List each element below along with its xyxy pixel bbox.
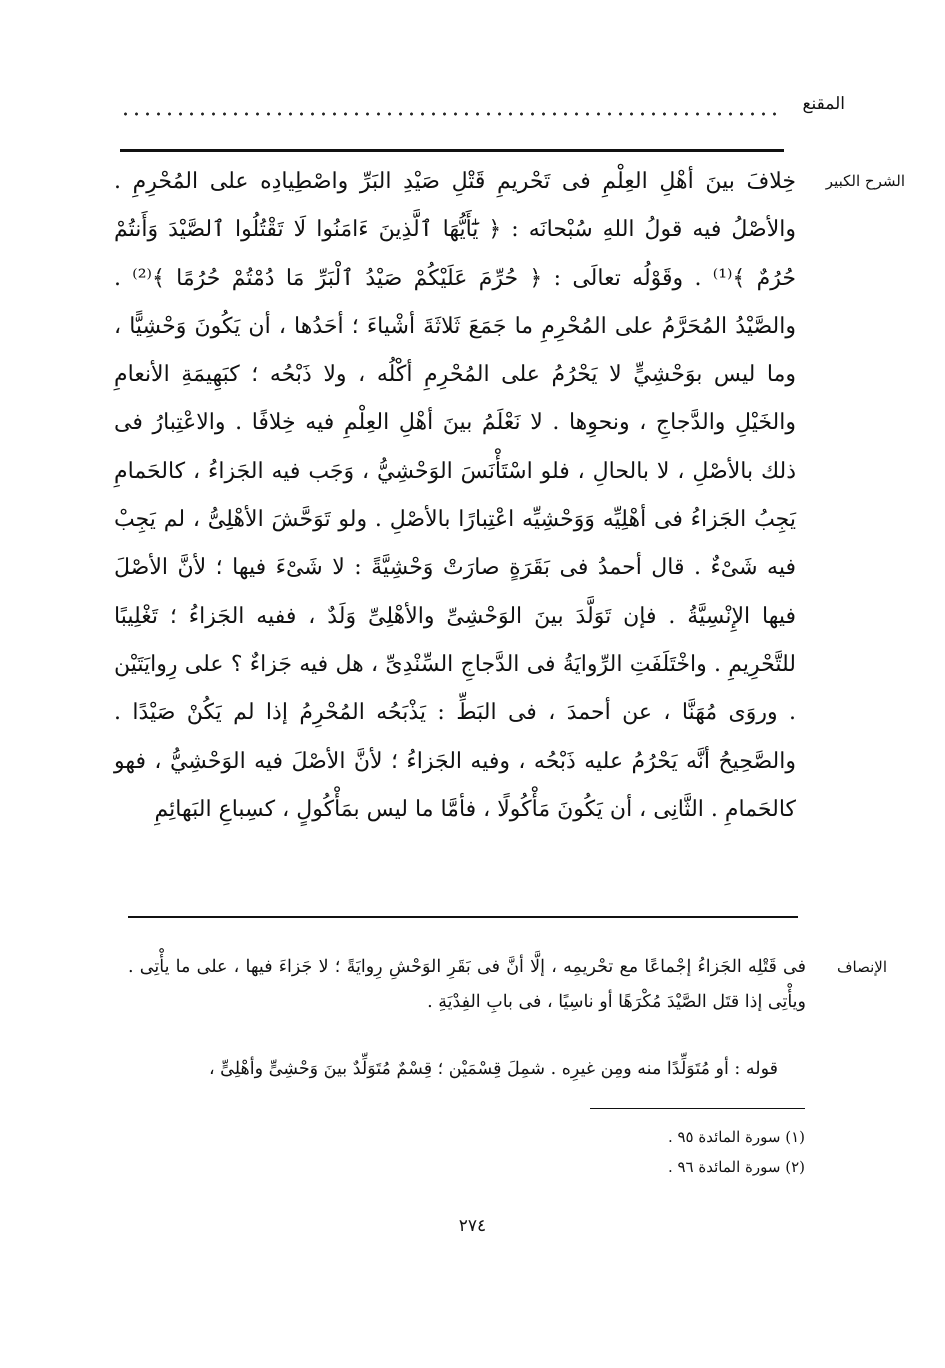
sharh-body-text: خِلافَ بينَ أهْلِ العِلْمِ فى تَحْريمِ قَتْلِ صَيْدِ البَرِّ واصْطِيادِه على المُحْرِمِ . والأصْلُ فيه قولُ اللهِ سُبْحانَه : ﴿ يَٰٓأَيُّهَا ٱلَّذِينَ ءَامَنُوا لَا تَقْتُلُوا ٱلصَّيْدَ وَأَنتُمْ حُرُمٌ ﴾⁽¹⁾ . وقَوْلُه تعالَى : ﴿ حُرِّمَ عَلَيْكُمْ صَيْدُ ٱلْبَرِّ مَا دُمْتُمْ حُرُمًا ﴾⁽²⁾ . والصَّيْدُ المُحَرَّمُ على المُحْرِمِ ما جَمَعَ ثَلاثَةَ أشْياءَ ؛ أحَدُها ، أن يَكُونَ وَحْشِيًّا ، وما ليس بوَحْشِيٍّ لا يَحْرُمُ على المُحْرِمِ أكْلُه ، ولا ذَبْحُه ؛ كبَهِيمَةِ الأنعامِ والخَيْلِ والدَّجاجِ ، ونحوِها . لا نَعْلَمُ بينَ أهْلِ العِلْمِ فيه خِلافًا . والاعْتِبارُ فى ذلك بالأصْلِ ، لا بالحالِ ، فلو اسْتَأْنَسَ الوَحْشِيُّ ، وَجَب فيه الجَزاءُ ، كالحَمامِ يَجِبُ الجَزاءُ فى أهْلِيِّه وَوَحْشِيِّه اعْتِبارًا بالأصْلِ . ولو تَوَحَّشَ الأهْلِىُّ ، لم يَجِبْ فيه شَىْءٌ . قال أحمدُ فى بَقَرَةٍ صارَتْ وَحْشِيَّةً : لا شَىْءَ فيها ؛ لأنَّ الأصْلَ فيها الإِنْسِيَّةُ . فإن تَوَلَّدَ بينَ الوَحْشِىِّ والأهْلِىِّ وَلَدٌ ، ففيه الجَزاءُ ؛ تَغْلِيبًا للتَّحْرِيمِ . واخْتَلَفَتِ الرِّوايَةُ فى الدَّجاجِ السِّنْدِىِّ ، هل فيه جَزاءٌ ؟ على رِوايَتَيْن . وروَى مُهَنَّا ، عن أحمدَ ، فى البَطِّ : يَذْبَحُه المُحْرِمُ إذا لم يَكُنْ صَيْدًا . والصَّحِيحُ أنَّه يَحْرُمُ عليه ذَبْحُه ، وفيه الجَزاءُ ؛ لأنَّ الأصْلَ فيه الوَحْشِيُّ ، فهو كالحَمامِ . الثَّانِى ، أن يَكُونَ مَأْكُولًا ، فأمَّا ما ليس بمَأْكُولٍ ، كسِباعِ البَهائِمِ xyxy=(114,169,796,822)
running-header-title: المقنع xyxy=(802,94,845,114)
footnote-1: (١) سورة المائدة ٩٥ . xyxy=(667,1128,805,1146)
sharh-side-label: الشرح الكبير xyxy=(825,172,905,190)
footnote-rule xyxy=(590,1108,805,1109)
footnote-2: (٢) سورة المائدة ٩٦ . xyxy=(667,1158,805,1176)
insaf-body-text: فى قَتْلِه الجَزاءُ إجْماعًا مع تحْريمِه ، إلَّا أنَّ فى بَقَرِ الوَحْشِ رِوايَةً ؛ لا جَزاءَ فيها ، على ما يأْتِى . ويأْتِى إذا قتَل الصَّيْدَ مُكْرَهًا أو ناسِيًا ، فى بابِ الفِدْيَةِ . xyxy=(128,957,806,1012)
section-divider xyxy=(128,916,798,918)
header-rule xyxy=(120,149,784,152)
insaf-side-label: الإنصاف xyxy=(836,958,887,976)
insaf-quote-text: قوله : أو مُتَوَلِّدًا منه ومِن غيرِه . شمِلَ قِسْمَيْن ؛ قِسْمٌ مُتَوَلِّدٌ بينَ وَحْشِىٍّ وأهْلِىٍّ ، xyxy=(208,1059,778,1079)
page-number: ٢٧٤ xyxy=(458,1216,487,1236)
header-dotted-line xyxy=(120,112,780,116)
